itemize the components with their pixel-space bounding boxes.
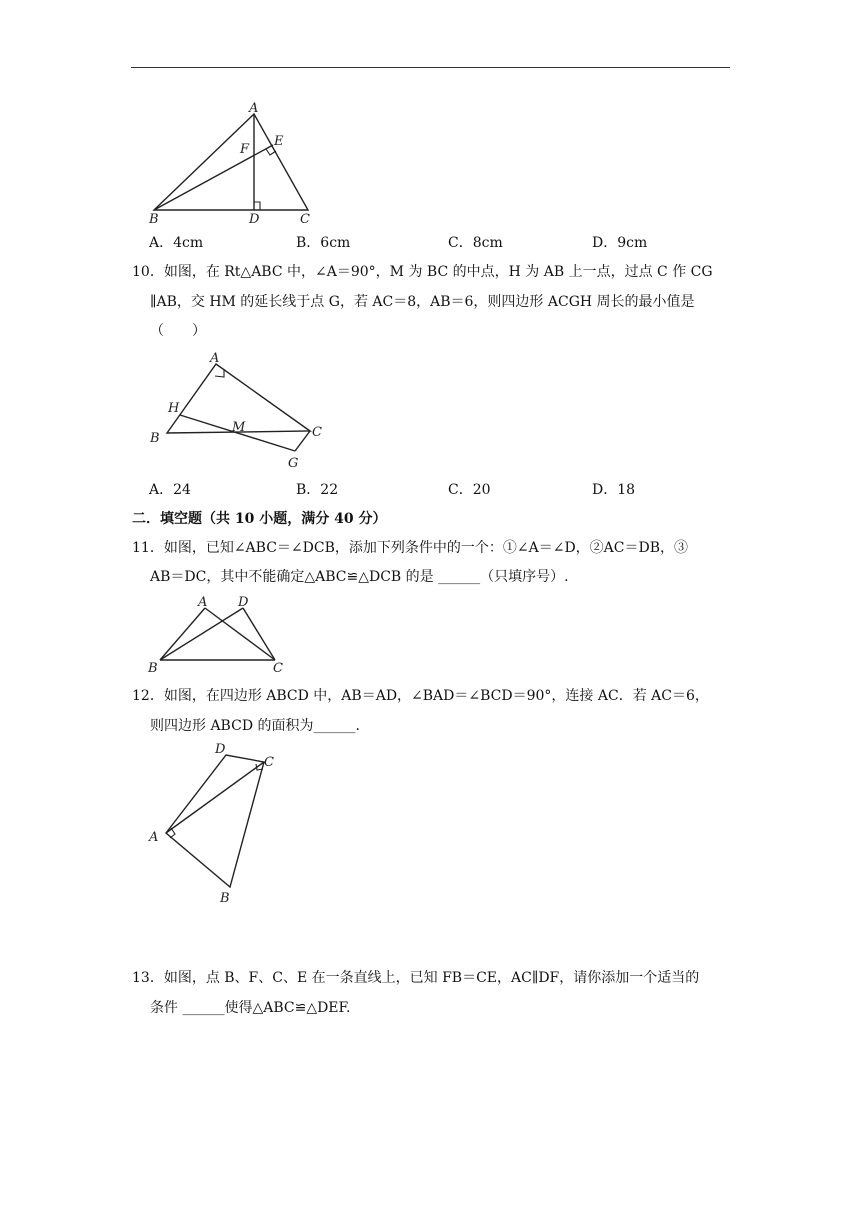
q9-label-b: B [149,212,159,227]
q10-right-angle-a [215,369,224,377]
q12-figure [140,735,290,910]
q13-text-line1: 13．如图，点 B、F、C、E 在一条直线上，已知 FB＝CE，AC∥DF，请你添加一个适当的 [132,970,700,986]
q9-label-d: D [249,212,260,227]
q10-text-line2: ∥AB，交 HM 的延长线于点 G，若 AC＝8，AB＝6，则四边形 ACGH 周长的最小值是 [150,294,695,310]
q11-segment-bd [160,608,243,660]
q10-figure [145,345,335,475]
q11-segment-ac [205,608,275,660]
q10-segment-cg [295,431,310,451]
q10-option-d: D．18 [592,482,636,498]
q9-option-d: D．9cm [592,235,648,251]
q9-label-a: A [249,101,259,116]
header-rule [131,67,730,68]
q13-text-line2: 条件 ______使得△ABC≌△DEF. [150,1000,351,1016]
q11-text-line2: AB＝DC，其中不能确定△ABC≌△DCB 的是 ______（只填序号）. [150,569,569,585]
q11-label-c: C [273,661,283,676]
q10-label-h: H [168,401,180,416]
q11-segment-dc [243,608,275,660]
q9-right-angle-d [254,202,260,210]
q11-text-line1: 11．如图，已知∠ABC＝∠DCB，添加下列条件中的一个：①∠A＝∠D，②AC＝DB，③ [132,540,688,556]
q11-label-b: B [148,661,158,676]
q10-text-line3: （ ） [150,323,206,339]
q9-label-f: F [240,142,250,157]
q12-text-line2: 则四边形 ABCD 的面积为______. [150,718,360,734]
q10-label-m: M [232,420,246,435]
q10-label-g: G [288,456,299,471]
q12-text-line1: 12．如图，在四边形 ABCD 中，AB＝AD，∠BAD＝∠BCD＝90°，连接 AC．若 AC＝6， [132,688,709,704]
q12-label-b: B [220,891,230,906]
q11-label-d: D [238,595,249,610]
q9-triangle-abc [154,114,308,210]
q11-label-a: A [198,595,208,610]
q10-text-line1: 10．如图，在 Rt△ABC 中，∠A＝90°，M 为 BC 的中点，H 为 AB 上一点，过点 C 作 CG [132,264,713,280]
q10-option-a: A．24 [149,482,191,498]
q10-option-c: C．20 [448,482,491,498]
q11-segment-ba [160,608,205,660]
q9-label-c: C [300,212,310,227]
q10-option-b: B．22 [296,482,339,498]
q9-option-c: C．8cm [448,235,503,251]
q12-label-d: D [215,742,226,757]
q12-diagonal-ac [166,762,264,833]
section-title: 二．填空题（共 10 小题，满分 40 分） [132,511,387,527]
q11-figure [140,590,300,680]
q9-option-b: B．6cm [296,235,351,251]
q10-label-a: A [210,351,220,366]
q9-segment-be [154,145,273,210]
q9-label-e: E [274,134,284,149]
q12-label-a: A [149,830,159,845]
q10-label-c: C [312,425,322,440]
q10-label-b: B [150,431,160,446]
q9-option-a: A．4cm [149,235,204,251]
q12-label-c: C [264,755,274,770]
q12-quadrilateral-abcd [166,755,264,887]
q9-figure [140,98,320,228]
